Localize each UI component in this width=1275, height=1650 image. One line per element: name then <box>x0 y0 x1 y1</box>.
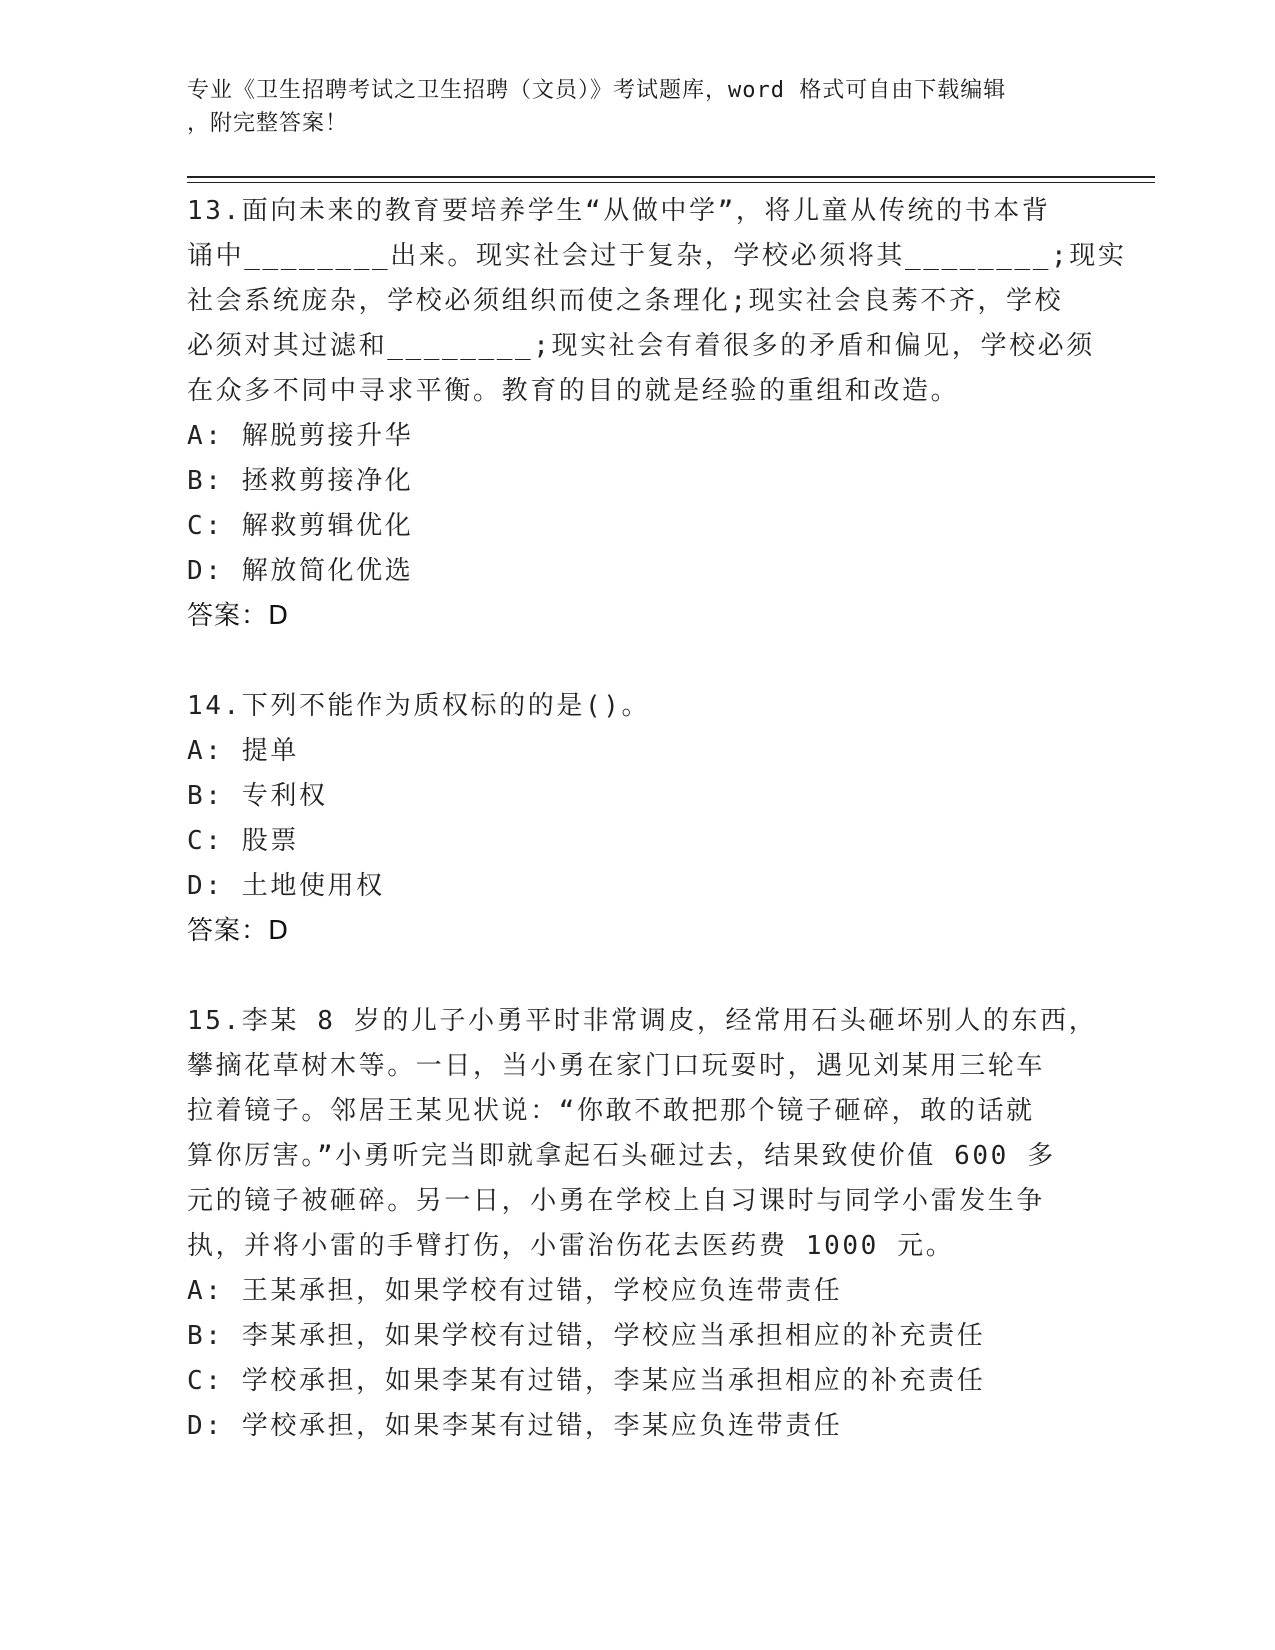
question-list <box>187 189 1127 1449</box>
header-line: ，附完整答案！ <box>187 111 349 136</box>
answer: 答案：D <box>187 916 290 946</box>
question-stem-line: 算你厉害。”小勇听完当即就拿起石头砸过去，结果致使价值 600 多 <box>187 1141 1056 1171</box>
question-stem-line: 诵中________出来。现实社会过于复杂，学校必须将其________;现实 <box>187 241 1127 271</box>
option-a: A: 王某承担，如果学校有过错，学校应负连带责任 <box>187 1276 843 1306</box>
option-c: C: 学校承担，如果李某有过错，李某应当承担相应的补充责任 <box>187 1366 986 1396</box>
question-stem-line: 14.下列不能作为质权标的的是()。 <box>187 691 651 721</box>
option-a: A: 解脱剪接升华 <box>187 421 414 451</box>
spacer <box>187 954 1087 999</box>
header-line: 专业《卫生招聘考试之卫生招聘（文员）》考试题库，word 格式可自由下载编辑 <box>187 78 1007 103</box>
question-stem-line: 社会系统庞杂，学校必须组织而使之条理化;现实社会良莠不齐，学校 <box>187 286 1064 316</box>
answer: 答案：D <box>187 601 290 631</box>
option-a: A: 提单 <box>187 736 299 766</box>
question-stem-line: 15.李某 8 岁的儿子小勇平时非常调皮，经常用石头砸坏别人的东西， <box>187 1006 1098 1036</box>
question-stem-line: 必须对其过滤和________;现实社会有着很多的矛盾和偏见，学校必须 <box>187 331 1095 361</box>
option-c: C: 股票 <box>187 826 299 856</box>
option-d: D: 学校承担，如果李某有过错，李某应负连带责任 <box>187 1411 843 1441</box>
question-stem-line: 攀摘花草树木等。一日，当小勇在家门口玩耍时，遇见刘某用三轮车 <box>187 1051 1046 1081</box>
question-stem-line: 在众多不同中寻求平衡。教育的目的就是经验的重组和改造。 <box>187 376 960 406</box>
header-rule-thin <box>187 182 1155 183</box>
document-header <box>187 74 1067 140</box>
option-d: D: 解放简化优选 <box>187 556 414 586</box>
question-13 <box>187 189 1127 639</box>
question-stem-line: 13.面向未来的教育要培养学生“从做中学”，将儿童从传统的书本背 <box>187 196 1051 226</box>
question-stem-line: 执，并将小雷的手臂打伤，小雷治伤花去医药费 1000 元。 <box>187 1231 955 1261</box>
option-b: B: 李某承担，如果学校有过错，学校应当承担相应的补充责任 <box>187 1321 986 1351</box>
option-c: C: 解救剪辑优化 <box>187 511 414 541</box>
question-14 <box>187 684 1087 954</box>
header-rule-thick <box>187 176 1155 178</box>
question-15 <box>187 999 1098 1449</box>
question-stem-line: 拉着镜子。邻居王某见状说：“你敢不敢把那个镜子砸碎，敢的话就 <box>187 1096 1035 1126</box>
option-b: B: 拯救剪接净化 <box>187 466 414 496</box>
option-b: B: 专利权 <box>187 781 328 811</box>
spacer <box>187 639 1087 684</box>
option-d: D: 土地使用权 <box>187 871 385 901</box>
question-stem-line: 元的镜子被砸碎。另一日，小勇在学校上自习课时与同学小雷发生争 <box>187 1186 1046 1216</box>
